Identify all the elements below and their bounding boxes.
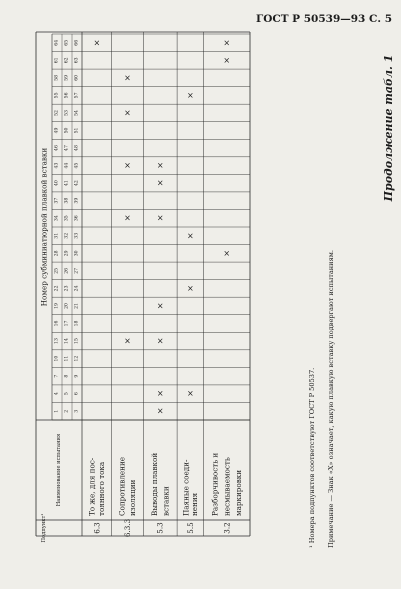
fuse-number-label: 29 [64, 250, 70, 257]
fuse-number-label: 16 [54, 320, 60, 327]
fuse-number-label: 42 [74, 180, 80, 187]
fuse-number-label: 3 [74, 409, 80, 413]
fuse-number-label: 61 [54, 57, 60, 64]
test-mark-x: × [124, 336, 131, 346]
fuse-number-label: 23 [64, 285, 70, 292]
fuse-number-label: 47 [64, 145, 70, 151]
fuse-number-label: 26 [64, 267, 70, 274]
fuse-number-label: 58 [54, 74, 60, 81]
fuse-number-label: 13 [54, 338, 60, 344]
fuse-number-label: 45 [74, 162, 80, 169]
fuse-number-label: 57 [74, 92, 80, 99]
fuse-number-label: 50 [64, 127, 70, 134]
fuse-number-label: 48 [74, 145, 80, 151]
fuse-number-label: 15 [74, 338, 80, 344]
fuse-number-label: 7 [54, 374, 60, 378]
fuse-number-label: 66 [74, 39, 80, 46]
fuse-number-label: 4 [54, 392, 60, 396]
row-test-name: несмываемость [222, 457, 232, 516]
row-test-name: изоляции [128, 479, 138, 516]
row-subclause: 5.5 [185, 522, 195, 534]
fuse-number-label: 25 [54, 267, 60, 274]
fuse-number-label: 6 [74, 392, 80, 396]
fuse-number-label: 56 [64, 92, 70, 99]
test-mark-x: × [186, 231, 194, 241]
fuse-number-label: 64 [54, 39, 60, 46]
row-test-name: Паяные соеди- [181, 459, 191, 516]
fuse-number-label: 14 [64, 338, 70, 344]
fuse-number-label: 5 [64, 392, 70, 396]
test-mark-x: × [124, 213, 131, 223]
fuse-number-label: 10 [54, 355, 60, 362]
row-test-name: Сопротивление [117, 456, 127, 516]
row-test-name: Разборчивость и [210, 452, 220, 516]
fuse-number-label: 21 [74, 303, 80, 309]
fuse-number-label: 2 [64, 409, 70, 413]
fuse-number-label: 59 [64, 74, 70, 81]
row-test-name: То же, для пос- [87, 457, 97, 516]
subclause-header: Подпункт¹ [41, 513, 47, 543]
row-test-name: вставки [161, 486, 171, 516]
fuse-number-label: 38 [64, 197, 70, 204]
test-mark-x: × [156, 178, 164, 188]
fuse-number-label: 9 [74, 374, 80, 378]
test-name-header: Наименование испытания [56, 433, 62, 507]
fuse-number-label: 63 [74, 57, 80, 64]
fuse-number-label: 53 [64, 110, 70, 116]
fuse-number-label: 55 [54, 92, 60, 99]
row-subclause: 3.2 [222, 522, 232, 534]
fuse-number-label: 17 [64, 320, 70, 327]
fuse-number-label: 35 [64, 215, 70, 222]
test-mark-x: × [156, 213, 164, 223]
fuse-number-label: 40 [54, 180, 60, 187]
row-subclause: 6.3.3 [122, 518, 132, 538]
fuse-number-label: 28 [54, 250, 60, 257]
fuse-number-label: 18 [74, 320, 80, 327]
fuse-number-label: 1 [54, 409, 60, 413]
fuse-number-label: 46 [54, 145, 60, 151]
fuse-number-label: 51 [74, 127, 80, 134]
test-mark-x: × [223, 38, 231, 48]
test-mark-x: × [186, 90, 194, 100]
row-test-name: нения [190, 492, 200, 516]
test-table [36, 32, 250, 543]
fuse-number-label: 20 [64, 303, 70, 309]
row-test-name: маркировки [233, 469, 243, 516]
fuse-number-label: 27 [74, 267, 80, 274]
test-mark-x: × [156, 301, 164, 311]
fuse-number-label: 33 [74, 232, 80, 239]
fuse-number-label: 19 [54, 303, 60, 309]
fuse-number-label: 41 [64, 180, 70, 187]
test-mark-x: × [124, 73, 131, 83]
test-mark-x: × [124, 108, 131, 118]
test-mark-x: × [93, 38, 101, 48]
fuse-number-label: 60 [74, 74, 80, 81]
fuse-number-label: 30 [74, 250, 80, 257]
fuse-number-label: 22 [54, 285, 60, 292]
row-subclause: 5.3 [155, 522, 165, 534]
test-mark-x: × [124, 161, 131, 171]
fuse-number-label: 24 [74, 285, 80, 292]
test-mark-x: × [156, 389, 164, 399]
fuse-number-label: 34 [54, 215, 60, 222]
test-mark-x: × [223, 248, 231, 258]
fuse-number-label: 52 [54, 110, 60, 116]
test-mark-x: × [223, 55, 231, 65]
row-test-name: Выводы плавкой [150, 452, 160, 516]
fuse-number-label: 62 [64, 57, 70, 64]
fuse-number-label: 31 [54, 232, 60, 239]
row-subclause: 6.3 [92, 522, 102, 534]
footnote: ¹ Номера подпунктов соответствуют ГОСТ Р 50537. [308, 367, 316, 548]
fuse-number-label: 39 [74, 197, 80, 204]
table-note: Примечание — Знак «Х» означает, какую плавкую вставку подвергают испытаниям. [327, 250, 335, 548]
fuse-number-label: 54 [74, 110, 80, 116]
row-test-name: тоянного тока [97, 461, 107, 516]
fuse-number-label: 32 [64, 232, 70, 239]
fuse-number-label: 49 [54, 127, 60, 134]
fuse-number-label: 12 [74, 355, 80, 362]
fuse-number-label: 65 [64, 39, 70, 46]
fuse-number-label: 37 [54, 197, 60, 204]
test-mark-x: × [156, 336, 164, 346]
test-mark-x: × [186, 389, 194, 399]
fuse-number-label: 8 [64, 374, 70, 378]
fuse-number-label: 43 [54, 162, 60, 169]
test-mark-x: × [186, 283, 194, 293]
fuse-number-title: Номер субминиатюрной плавкой вставки [39, 147, 49, 307]
fuse-number-label: 36 [74, 215, 80, 222]
fuse-number-label: 44 [64, 162, 70, 169]
test-mark-x: × [156, 406, 164, 416]
test-mark-x: × [156, 161, 164, 171]
fuse-number-label: 11 [64, 355, 70, 362]
standard-designation: ГОСТ Р 50539—93 С. 5 [255, 13, 392, 25]
continuation-caption: Продолжение табл. 1 [382, 54, 395, 202]
